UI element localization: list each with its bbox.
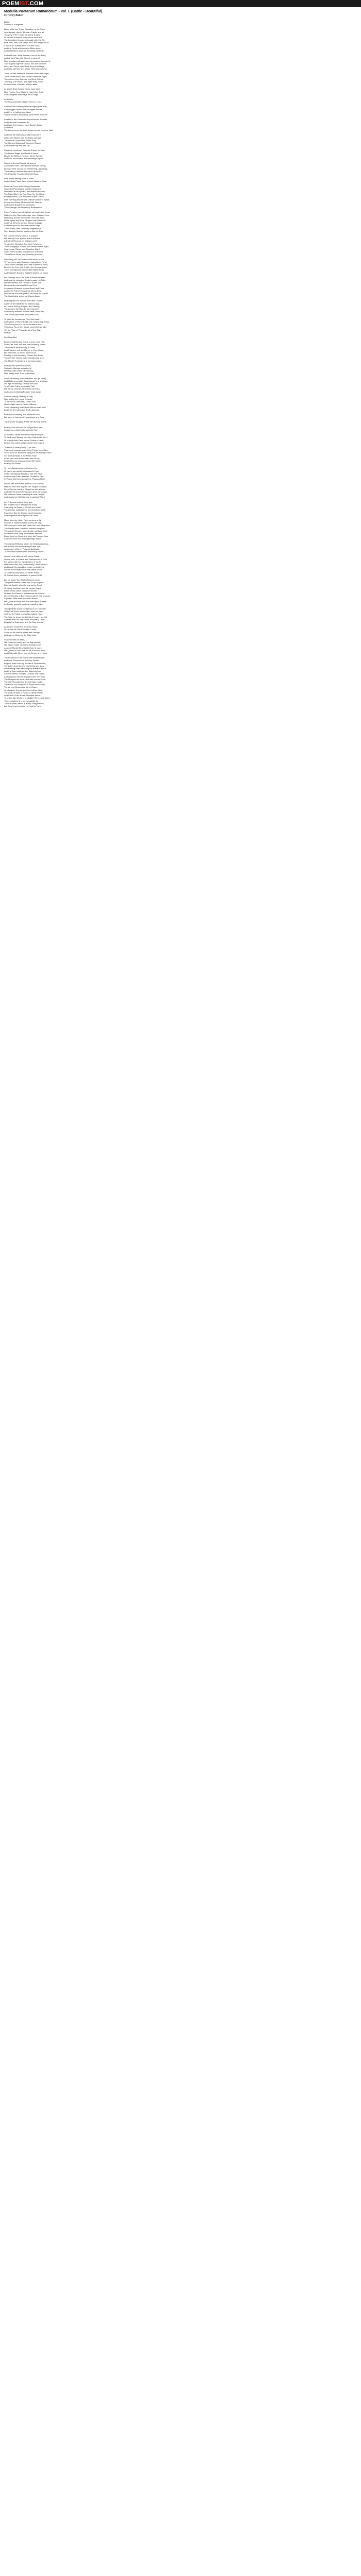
poem-line: And hard the Heels of each Beast's Rage,	[4, 123, 43, 126]
poem-line: And gave a Grace to the Solemnity.	[4, 633, 37, 636]
poem-line: Beauty, It's Power.	[4, 462, 21, 465]
poem-line: The Races itself t'vault her charms complete;	[4, 527, 45, 530]
site-logo[interactable]	[2, 1, 43, 7]
stanza	[4, 519, 159, 540]
poem-line: Fleeting is the Blooming Flower that Blush,	[4, 354, 43, 357]
poem-line: To wipe the tumultuous Field lies Death,	[4, 317, 41, 320]
stanza	[4, 118, 159, 131]
poem-line: Here, and There, with Darts they fly in Rage,	[4, 65, 45, 68]
poem-line: The Hearts Rage, the Hearts in Arms,	[4, 151, 39, 155]
poem-line: Old Age advancing, silently and slow,	[4, 382, 38, 385]
stanza	[4, 607, 159, 623]
poem-line: Nor fair Lilies, in form'd Skies to be,	[4, 351, 37, 354]
poem-line: And hurl upon the Foe the missile Rage.	[4, 224, 41, 227]
poem-line: As crimson Veils, in Palaces displayed,	[4, 547, 40, 550]
poem-line: The River Ditch, the Foe Flow, the Hell-fires,	[4, 193, 45, 196]
poem-line: Now This, now That Way turn'd, and neigh aloud:	[4, 41, 49, 44]
poem-line: The Fair are haughty, Pride with Beauty dwells.	[4, 420, 47, 423]
poem-line: The great Aeneas, when the Troop he joins:	[4, 581, 44, 584]
poem-line: Some Fiery Strokes, impatient of a Wound,	[4, 250, 44, 253]
logo-accent-text: IST	[19, 1, 28, 7]
poem-line: Bereft'd the Foe, and finish'd the Combat good,	[4, 266, 47, 269]
poem-line: Had flush'd her Son, and comely Locks adorn'd,	[4, 563, 48, 566]
poem-line: And serious Flame from serious Western Face.	[4, 180, 47, 183]
poem-line: The long-extended Legion forms in Lines.	[4, 100, 42, 104]
poem-line: Yet the Plain of Pharsalia full of the Sky;	[4, 328, 41, 331]
poem-line: And now the Warriors all with busy Care,	[4, 133, 42, 137]
author-link[interactable]: Henry Baker	[7, 14, 23, 17]
poem-line: But soon or late we all must stoop and Rest.	[4, 416, 45, 419]
poem-line: A golden Fillet binds his awful Brows:	[4, 597, 38, 600]
poem-line: From Pompey's ample Wings, at length, the Horse	[4, 211, 51, 214]
logo-main-text: POEM	[2, 1, 20, 7]
poem-line: And trusting to her Beauty's Ornament Fair,	[4, 475, 44, 478]
poem-line: Hard to believe, the Throne in Ruins laid;	[4, 281, 42, 284]
poem-line: Stood, at the last Signal, all around	[4, 162, 37, 165]
poem-line: There Pompey's Troops, too forward of the Fight.	[4, 245, 49, 248]
poem-line: Stands Death's devouring, slow before the Line.	[4, 113, 48, 116]
poem-line: Beauty's not lasting, nor a Human sure,	[4, 413, 40, 416]
poem-line: Swift as a Typhoon Arrow shows the Sky,	[4, 521, 42, 524]
stanza	[4, 543, 159, 553]
poem-line: But Envy's self can find no Fault in Thee.	[4, 704, 42, 707]
poem-line: Beauty and Virtue seldom have been joyn'd.	[4, 441, 45, 444]
poem-line: Death Hebrew only can retain the Heart:	[4, 460, 41, 463]
poem-line: Young Pallas shone conspicuous o'er the rest:	[4, 607, 46, 610]
poem-line: The Dryads, walking thro' the Woods in State:	[4, 509, 46, 512]
poem-line: All, on the Victory, Empire, and Liberty;	[4, 304, 40, 308]
poem-line: Charming, as Fame in Fiction see relate,	[4, 506, 42, 509]
poem-line: In sore the Shield, Rhine and the Swords,	[4, 200, 42, 204]
poem-line: The Horses Stand and Trumpets Sound,	[4, 141, 41, 144]
poem-line: Dispels the Darkness, and the Day renews.	[4, 621, 44, 624]
poem-line: Beauty, thou precious Bloom,	[4, 364, 31, 367]
poem-line: Like fair Apollo, when he leaves the Frost	[4, 584, 42, 587]
poem-line: And now the Fainting Stars in bright gone Way,	[4, 105, 47, 108]
poem-line: Green Wreaths of Bays his Length of Hair enclose:	[4, 595, 51, 598]
poem-line: The bounding Coursers struggle with the Bit,	[4, 39, 45, 42]
poem-line: Beauty.	[4, 331, 11, 334]
stanza	[4, 177, 159, 182]
poem-line: While lightly arm'd the Slingers march behind.	[4, 219, 46, 222]
stanza	[4, 276, 159, 298]
poem-title: Medulla Poetarum Romanorum - Vol. I. (Battle - Beautiful)	[4, 10, 103, 13]
poem-line: And now all Pain, and all the Field lies burning.	[4, 67, 47, 71]
author-prefix: by	[4, 14, 7, 17]
stanza	[4, 234, 159, 256]
poem-author-line	[4, 14, 355, 18]
poem-line: Had not her Face beyond her Tongue prevail'd,	[4, 485, 47, 488]
poem-line: The Nymphs are clear, and with sorrow Pride,	[4, 677, 46, 681]
poem-line: There in full Strength the Chief combine'd stood,	[4, 263, 48, 266]
poem-line: In crimson Streams he saw Blood and Foes,	[4, 286, 45, 290]
poem-line: Yours, unadorn'd, is very exquisite by	[4, 699, 38, 702]
poem-line: Graceful was his Mien,	[4, 638, 25, 641]
stanza	[4, 258, 159, 274]
poem-body	[4, 21, 159, 709]
poem-line: And Flowers, arid the Flame, in Fire, bloom;	[4, 348, 44, 351]
poem-line: A thousand Files, a thousand Warriors strong,	[4, 164, 46, 167]
poem-line: Th' Army of the Horse, rang'd in Troops	[4, 33, 40, 36]
poem-line: And the Fields with Arms in Glitter shine,	[4, 46, 41, 49]
poem-line: As Lucifer excels the meanest Stars,	[4, 625, 38, 629]
poem-line: And then the admirable Truth appears.	[4, 408, 40, 411]
poem-line: Wide o'er the Plain extending, who Caesar's Foot	[4, 213, 50, 216]
poem-line: The Army of the War did their Swords,	[4, 308, 39, 311]
poem-line: The Star, by whom the Lights of Heav'n are led:	[4, 615, 48, 618]
poem-line: Still more and more, the Youth his Love advances:	[4, 524, 50, 527]
poem-line: Aloove, now, adorn'd with every Grace,	[4, 555, 40, 558]
stanza	[4, 433, 159, 444]
poem-line: And Fire, in full-burning Light,	[4, 110, 31, 113]
poem-line: Shakes from his rosy Locks the pearly Dews;	[4, 618, 45, 621]
poem-line: Greet the Foe, know the Tongue's endearing Grace,	[4, 451, 52, 454]
poem-line: To all that's Fair's removable Fair?	[4, 385, 36, 388]
poem-line: A Wood of Javelins rises o'er the Plain;	[4, 44, 40, 47]
poem-line: Beyond were Clouds, or Glimmering Lightnings,	[4, 167, 48, 170]
poem-line: They have pour'd to be the Romans here.	[4, 323, 42, 326]
stanza	[4, 501, 159, 517]
poem-line: His Quiver of Gold was on his Shoulder worn,	[4, 649, 46, 652]
poem-line: An ever-lasting Serenity of Day,	[4, 395, 33, 398]
poem-line: And each kind Hair was lightning's Race.	[4, 537, 42, 540]
stanza	[4, 299, 159, 315]
poem-line: From the Front, with Joining Squadrons	[4, 184, 41, 188]
poem-line: Loud thro' the Camp rise Loud Murmur Sounds,	[4, 118, 48, 121]
stanza	[4, 395, 159, 411]
poem-line: Or Parian Stone, enchas'd in yellow Gold.	[4, 573, 42, 577]
poem-line: Shone forth, in Shape and Features like a God:	[4, 557, 47, 561]
stanza	[4, 88, 159, 96]
stanza	[4, 656, 159, 707]
poem-line: Yours, charming Maid! each Bloom must fade,	[4, 405, 46, 409]
poem-line: Stop, lance, Blood, and Daunting Sight,	[4, 248, 40, 251]
poem-line: All so soon are all the other Arts of Joy,	[4, 456, 40, 460]
poem-line: And all the Plain with Steeds is cover'd,	[4, 57, 40, 60]
poem-line: And thro' the Breach, the crowding Legions.	[4, 157, 44, 160]
stanza	[4, 625, 159, 636]
poem-line: Stood the Pompeians' Infantry disposed;	[4, 187, 41, 190]
poem-line: Forthwith the Latins thunder'd round the Field,	[4, 54, 46, 57]
poem-line: Such's the Beauty which the Artists Hand	[4, 568, 42, 571]
poem-line: And Ninety Nations, Roman bent; and Foes,	[4, 310, 45, 313]
stanza	[4, 467, 159, 480]
poem-line: Of certain Numbers ev'ry one of the Field.	[4, 36, 42, 39]
poem-line: And crop Odours from the fiery Lauriel.	[4, 659, 40, 662]
poem-line: Of wintry Xanthus, and the Lycian Coast:	[4, 586, 42, 589]
poem-line: Soon Fair, alas, will fade the Blooming Prime,	[4, 343, 46, 346]
poem-line: And thus they the serious Breach engage,	[4, 222, 43, 225]
poem-line: His hallo'd made his native Beauty more:	[4, 643, 42, 647]
poem-line: His Features lovely, and his Age serene;	[4, 641, 41, 644]
poem-line: Now Foot to Foot, Hand to Hand they fight,	[4, 90, 44, 93]
poem-line: In wanton Fluid hang the Wheels are born.	[4, 532, 43, 535]
poem-line: To grace their Bodies, or gladden Pent-back Skies,	[4, 697, 51, 700]
stanza	[4, 318, 159, 334]
poem-line: Glories fade, and is Flowery Bloom;	[4, 403, 37, 406]
poem-line: Twice driven back, turn round to face the Fight,	[4, 75, 47, 78]
poem-line: Each Goddess' Graceful Charms she raised,	[4, 672, 45, 675]
poem-line: There Fiery Darts, and lofty Fingerbow'd,	[4, 227, 42, 230]
poem-line: Mean time the Virgin Fleet, as sure to fly,	[4, 518, 42, 521]
poem-line: Gilded his Arms, embroider'd was his Vest.	[4, 610, 43, 613]
stanza	[4, 341, 159, 362]
poem-line: And Earth's Fair Breast Beauties weave,	[4, 694, 41, 697]
poem-line: Or change that Face, or run Roads to bend:	[4, 438, 44, 442]
poem-line: Sky, flashing Swords scatter'd like the Rain.	[4, 229, 44, 232]
stanza	[4, 579, 159, 605]
poem-line: Til Pompey's main Reserve expand their Force,	[4, 260, 47, 263]
poem-line: And with the sweet Persuasion wins her Cause.	[4, 490, 48, 494]
poem-line: Or, as the full Orb'd Phoebe Lucifer;	[4, 628, 37, 631]
poem-line: To polish'd Ivory lends, to Silver, Brass,	[4, 571, 40, 574]
stanza	[4, 133, 159, 147]
stanza	[4, 105, 159, 116]
poem-line: Prevailing still, the Victors hold their Course,	[4, 258, 45, 261]
poem-line: How swiftly the Hours fly away;	[4, 397, 33, 400]
poem-line: He mark'd'd the Spears, and Hearts descend,	[4, 190, 46, 193]
poem-line: Then is the Trojan Host to the Fray,	[4, 139, 37, 142]
poem-line: There in suspense till uncertain Battle hung,	[4, 268, 44, 272]
stanza	[4, 211, 159, 232]
poem-line: His Quiver sounds: Not less the Prince is seen	[4, 600, 47, 603]
poem-line: Victorious Fame they stood, and prostrate laid,	[4, 326, 47, 329]
poem-line: The waving Ribbons, which her Beauty gracious,	[4, 542, 49, 545]
logo-suffix-text: .COM	[28, 1, 44, 7]
poem-line: He stood the universal Fall and Fall,	[4, 284, 37, 287]
poem-line: And in the Fall of Thousands fell no Rest;	[4, 289, 42, 292]
poem-line: And each endearing Feature must away.	[4, 390, 41, 393]
poem-line: His warring Foot against the First Effort,	[4, 237, 41, 240]
poem-line: In Beauty, graceful, and commanding Mien.	[4, 602, 44, 605]
stanza	[4, 149, 159, 160]
stanza	[4, 162, 159, 175]
poem-line: There's some Defect in every Thing we see,	[4, 702, 44, 705]
poem-line: So by her Beauty Beautiful, Fair and Fear,	[4, 472, 43, 475]
poem-line: So from the Seas, exerts his radiant Head,	[4, 613, 43, 616]
poem-line: Now fill the thrilling Ears of Foes,	[4, 177, 35, 180]
poem-line: To him, disdaining to be King's a Toy,	[4, 467, 38, 470]
poem-line: And grants her Suit his lone tenacious Wight.	[4, 496, 45, 499]
poem-line: But brighter far in Beauty than Array.	[4, 503, 38, 506]
stanza	[4, 21, 159, 26]
poem-line: Wheeling, around the hostile Line they went.	[4, 216, 45, 219]
stanza	[4, 377, 159, 393]
poem-line: For the Fair Maid of the Fresh Face.	[4, 454, 38, 457]
poem-line: The Army press, the loud Noise echoes from the Wall.	[4, 129, 54, 132]
poem-line: See Rout. Slaughter.	[4, 23, 23, 26]
poem-line: And thus the Battle for all Nations fight,	[4, 302, 40, 305]
poem-line: And Riches proud by Beauteous-Form displays,	[4, 379, 48, 382]
poem-line: And waves of Horse Battle, his conquering Hosts,	[4, 320, 50, 323]
poem-line: Beauty, that fleeting Good, proves early Fair,	[4, 341, 45, 344]
poem-line: Resembling Stars radiating thy Brilliants Moon,	[4, 667, 47, 670]
poem-line: And on the Breath from the Noise,	[4, 203, 36, 206]
poem-line: That's not enough: make Kind Things your Care.	[4, 449, 48, 452]
poem-line: He saw the Foe slaughter'd, at Rome his Hands,	[4, 292, 48, 295]
poem-line: And Rugged Rocks and Strongest Armies,	[4, 108, 43, 111]
poem-line: The roaring Cannons thunder'd all the Air,	[4, 170, 42, 173]
stanza	[4, 482, 159, 498]
poem-line: To take the Wheeling Foe their Fury bent,	[4, 242, 42, 245]
poem-line: And where they rise and fall.	[4, 144, 30, 147]
stanza	[4, 54, 159, 70]
poem-line: To think such Beauty can from Fashion be free?	[4, 436, 48, 439]
poem-line: The golden Arrows, unbred with but silent Care,	[4, 529, 48, 532]
poem-line: Mean while the Trojan Squadron to the Town	[4, 28, 45, 31]
poem-line: A Body of Reserve, in Ordain'd sent.	[4, 240, 38, 243]
poem-line: Her snowy Skin with waving Purple dye;	[4, 545, 41, 548]
poem-line: The Plain like Thunder fill'd with Rage.	[4, 172, 39, 175]
poem-line: For Venus with her own Beauty of Youth,	[4, 560, 42, 563]
poem-line: Heading still, the Victors hold their Course,	[4, 299, 43, 302]
stanza	[4, 413, 159, 418]
poem-line: Now shouting advance, and Vengeance threaten'd,	[4, 59, 51, 62]
stanza	[4, 336, 159, 338]
poem-line: Or proud her artfully distressed's Fear,	[4, 469, 39, 472]
poem-line: And breath'd a sparkling Lustre on his Eyes:	[4, 566, 45, 569]
stanza	[4, 420, 159, 431]
poem-line: When the Shields and the Darts prepare.	[4, 136, 42, 139]
poem-line: Caesar's Lines with Care his Shores Review,	[4, 149, 45, 152]
poem-line: Moves the Belly of Fortune, all the Spears,	[4, 154, 43, 157]
poem-line: The Violet is early Fading in Time,	[4, 346, 36, 349]
poem-line: And Slaughter both ways are in Rage.	[4, 93, 39, 96]
poem-line: The beauteous Fair shone with celestial Fire,	[4, 656, 45, 659]
poem-line: They shoot, they thunder, and their Shields	[4, 77, 44, 80]
poem-line: See Beautiful.	[4, 335, 17, 338]
poem-line: His stubborn Heart relenting at once Delight,	[4, 493, 45, 496]
poem-line: The Trojans urge the Chase, and hurl the Dart,	[4, 62, 47, 65]
poem-line: Twice to their Walls the Tuscans chase the Flight,	[4, 72, 50, 75]
poem-line: And Caesar's Burning Soldiers strain'd, or clung.	[4, 271, 48, 274]
poem-line: Yours, charming Maid! will yield, though lovely,	[4, 377, 47, 380]
poem-line: So much did Narcis all the rest outrage,	[4, 631, 41, 634]
stanza	[4, 98, 159, 103]
poem-line: Thy air and Graces are full of Grace,	[4, 686, 38, 689]
poem-line: And Hoof,	[4, 126, 13, 129]
poem-line: As in War,	[4, 98, 14, 101]
poem-line: And saw the changing Gods forsake his Side,	[4, 279, 46, 282]
poem-line: And thy Eyes outshine the Dazzling Sun.	[4, 670, 42, 673]
poem-line: But Pompey soon, the Fate of Rome decreed,	[4, 276, 46, 279]
stanza	[4, 555, 159, 577]
poem-line: At length Both Armies Fierce each other,	[4, 88, 41, 91]
poem-line: To the Gods, Immortal, Time's Foe;	[4, 400, 37, 403]
poem-line: To the whole Marble lend a blushing Shade.	[4, 550, 44, 553]
poem-line: Ordains the Dances, and renews the Sports.	[4, 591, 45, 595]
poem-line: Allowing them her Elegance of Dress.	[4, 514, 39, 517]
poem-line: Even Warrior murders Eloquence she shows,	[4, 487, 46, 490]
poem-line: Of whatever Can be thy Coral Virtue, Boy!	[4, 688, 43, 691]
poem-line: Trust not to Beauty only, O ye Fair!	[4, 446, 36, 449]
poem-line: That of the lofty Force the Earth's Fall.	[4, 313, 39, 316]
poem-line: In vain Her Words the Warrior's Soul would;	[4, 482, 44, 485]
poem-line: In one Flame of Wrath, all burn alike.	[4, 83, 38, 86]
site-header	[0, 0, 361, 7]
stanza	[4, 185, 159, 209]
poem-line: Chaste is no Epithet to suit with Fair.	[4, 429, 38, 432]
poem-line: Fleeting Gifts which cannot stay,	[4, 369, 34, 372]
poem-line: Lo! Philomela enters richly gay;	[4, 500, 33, 503]
poem-line: Not all thy Charms, ills hardly can pass,	[4, 387, 41, 391]
poem-line: Thy balmy Lips like the bright Crimson glow,	[4, 664, 45, 667]
poem-line: But Caesar, timely careful, to support	[4, 234, 38, 238]
poem-line: And spread'd all beauty gilded thro' the Town.	[4, 675, 46, 678]
poem-line: Thee Strange, the Mouth thy Brotherhood.	[4, 206, 43, 209]
poem-line: The silly Threads thro' thy soft Ugly Locks,	[4, 681, 43, 684]
poem-line: A purple Mantle fring'd with Gold he wore;	[4, 646, 42, 649]
poem-line: Stains by Mortals undestroy'd:	[4, 366, 32, 369]
poem-line: Approaches, and th' Etrurian Chiefs, and all	[4, 30, 44, 33]
poem-line: When to his native Delos he resorts,	[4, 589, 38, 592]
poem-line: The Mind's Perfections to the last endure.	[4, 359, 42, 362]
poem-line: They Fly, but reform, and again they return,	[4, 80, 44, 83]
stanza	[4, 364, 159, 375]
poem-line: Beneath them Loud extended to the Ocean,	[4, 195, 44, 198]
stanza	[4, 72, 159, 86]
poem-line: And Mezentius, beneath the Walls of Rome.	[4, 49, 44, 53]
poem-line: All Perfect, cause they know they're simple,	[4, 433, 44, 436]
poem-line: How swiftly doth Thou post away!	[4, 372, 35, 375]
poem-line: Brighter than Gold thy burnish'd Tresses flow;	[4, 662, 46, 665]
poem-line: But for above the Rest in Beauty shines	[4, 578, 41, 581]
poem-line: Battle.	[4, 21, 10, 23]
poem-line: Their Riders throw, and Instantly go round.	[4, 253, 43, 256]
stanza	[4, 28, 159, 52]
poem-line: Then by the Virtues make thy Blessing sure,	[4, 357, 45, 360]
poem-line: With Swelling Mouth was Caesar's Boldest Spear,	[4, 198, 50, 201]
poem-line: Beauty, ever virtuous, is a Sight that's rare;	[4, 426, 43, 429]
stanza	[4, 446, 159, 465]
poem-line: Thy Nose, too lovely not to touch the Ground,	[4, 683, 46, 686]
poem-line: Down from her Head, the long, fair Tresses flow,	[4, 535, 48, 538]
poem-line: The World-dear universal Warrior Bane.	[4, 295, 41, 298]
stanza	[4, 638, 159, 654]
poem-line: In Words like these began the Phaetan Maid:	[4, 478, 45, 481]
poem-line: And Holly with Myrrh was his Crown of Ivy Hair.	[4, 652, 47, 655]
poem-line: Th' aerial of Stars is Heav'n's dewy Breath,	[4, 691, 43, 694]
poem-line: Fancy her like the Naiads would express,	[4, 511, 42, 514]
poem-line: And thick the Horsemen fly.	[4, 121, 29, 124]
